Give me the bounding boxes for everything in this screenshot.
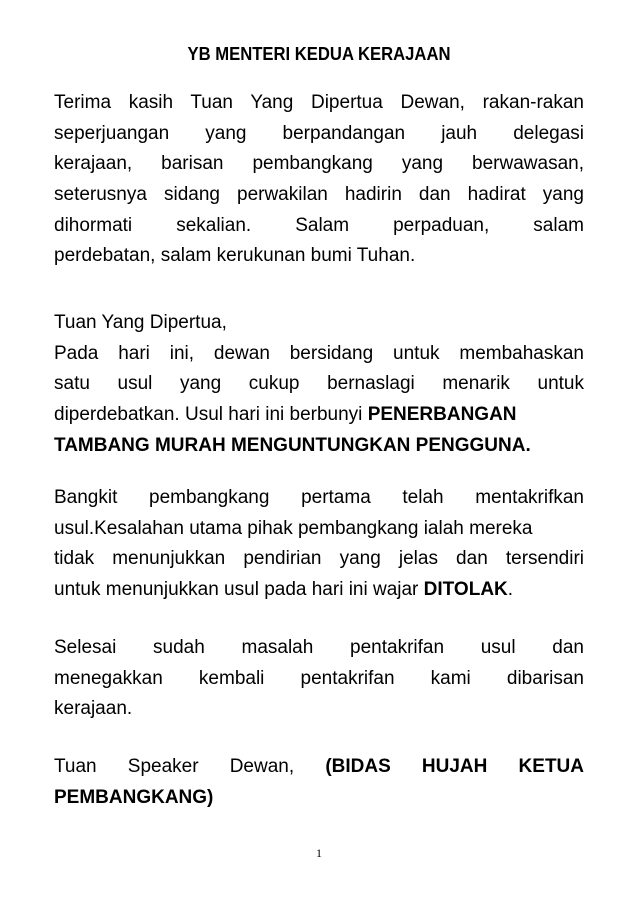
text-line: PEMBANGKANG) bbox=[54, 786, 214, 808]
text-line: Bangkit pembangkang pertama telah mentakrifkan bbox=[54, 487, 584, 508]
text-line: kerajaan. bbox=[54, 698, 133, 720]
text-line bbox=[54, 400, 584, 431]
rebuttal-text: untuk menunjukkan usul pada hari ini wajar bbox=[54, 579, 424, 601]
text-line: Tuan Yang Dipertua, bbox=[54, 312, 227, 333]
text-line bbox=[54, 241, 584, 272]
speaker-bold: (BIDAS HUJAH KETUA bbox=[325, 756, 584, 777]
page-title: YB MENTERI KEDUA KERAJAAN bbox=[187, 43, 451, 64]
rejected-bold: DITOLAK bbox=[423, 579, 508, 601]
text-line: Pada hari ini, dewan bersidang untuk membahaskan bbox=[54, 342, 584, 364]
paragraph-opening bbox=[54, 88, 584, 272]
text-line: seterusnya sidang perwakilan hadirin dan hadirat yang bbox=[54, 184, 584, 206]
text-line-content bbox=[54, 400, 517, 431]
motion-title-bold: TAMBANG MURAH MENGUNTUNGKAN PENGGUNA. bbox=[54, 434, 531, 456]
paragraph-motion bbox=[54, 308, 584, 461]
text-line: tidak menunjukkan pendirian yang jelas dan tersendiri bbox=[54, 548, 584, 570]
motion-intro-text: diperdebatkan. Usul hari ini berbunyi bbox=[54, 404, 368, 426]
page-number: 1 bbox=[316, 846, 322, 860]
text-line-content: usul.Kesalahan utama pihak pembangkang ialah mereka bbox=[54, 517, 533, 539]
text-line: seperjuangan yang berpandangan jauh delegasi bbox=[54, 122, 584, 144]
text-line-content bbox=[54, 575, 513, 606]
text-line: Selesai sudah masalah pentakrifan usul dan bbox=[54, 637, 584, 658]
motion-title-bold: PENERBANGAN bbox=[367, 404, 517, 426]
rebuttal-tail: . bbox=[507, 579, 514, 601]
text-line: Terima kasih Tuan Yang Dipertua Dewan, rakan-rakan bbox=[54, 92, 584, 113]
paragraph-definition bbox=[54, 633, 584, 725]
paragraph-speaker bbox=[54, 752, 584, 813]
text-line: menegakkan kembali pentakrifan kami dibarisan bbox=[54, 667, 584, 689]
speaker-address: Tuan Speaker Dewan, bbox=[54, 756, 326, 777]
paragraph-rebuttal bbox=[54, 483, 584, 606]
text-line bbox=[54, 752, 584, 783]
text-line bbox=[54, 514, 584, 545]
text-line: dihormati sekalian. Salam perpaduan, salam bbox=[54, 214, 584, 236]
text-line bbox=[54, 575, 584, 606]
text-line-content: perdebatan, salam kerukunan bumi Tuhan. bbox=[54, 245, 416, 267]
text-line bbox=[54, 431, 584, 462]
text-line: satu usul yang cukup bernaslagi menarik untuk bbox=[54, 373, 584, 395]
text-line: kerajaan, barisan pembangkang yang berwawasan, bbox=[54, 153, 584, 175]
